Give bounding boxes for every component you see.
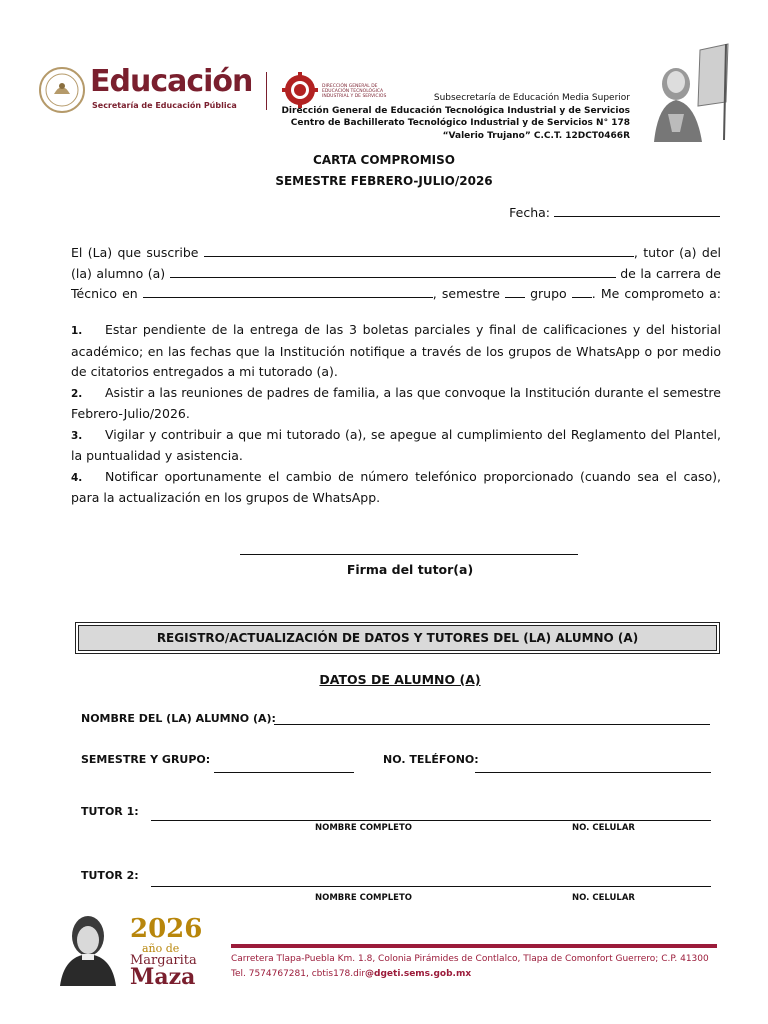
- signature-label: Firma del tutor(a): [346, 562, 474, 577]
- footer-tel: Tel. 7574767281, cbtis178.dir: [231, 969, 366, 979]
- intro-line-2: [71, 264, 721, 285]
- date-label: Fecha:: [509, 205, 551, 220]
- brand-subtitle: Secretaría de Educación Pública: [92, 101, 237, 110]
- semester-group-label: SEMESTRE Y GRUPO:: [81, 753, 211, 766]
- tutor-name-blank[interactable]: [204, 244, 634, 257]
- registro-title: REGISTRO/ACTUALIZACIÓN DE DATOS Y TUTORES DEL (LA) ALUMNO (A): [78, 625, 717, 651]
- intro-text: . Me comprometo a:: [591, 286, 721, 301]
- margarita-maza-portrait: [50, 910, 126, 986]
- intro-text: El (La) que suscribe: [71, 245, 199, 260]
- footer-year: 2026: [130, 914, 203, 944]
- intro-line-1: [71, 243, 721, 264]
- footer-email-domain[interactable]: @dgeti.sems.gob.mx: [365, 969, 472, 979]
- tutor1-phone-caption: NO. CELULAR: [572, 823, 635, 833]
- commitment-number: 2.: [71, 387, 83, 400]
- student-name-input[interactable]: [274, 712, 710, 725]
- footer-address: Carretera Tlapa-Puebla Km. 1.8, Colonia Pirámides de Contlalco, Tlapa de Comonfort Guerrero; C.P. 41300: [231, 954, 709, 964]
- phone-label: NO. TELÉFONO:: [383, 753, 479, 766]
- footer-name-last: Maza: [130, 964, 196, 990]
- header-line-4: “Valerio Trujano” C.C.T. 12DCT0466R: [442, 130, 630, 141]
- footer-contact: [231, 969, 471, 979]
- dgeti-text: DIRECCIÓN GENERAL DE EDUCACIÓN TECNOLÓGICA INDUSTRIAL Y DE SERVICIOS: [322, 84, 387, 99]
- institution-header: [281, 92, 630, 142]
- tutor1-input[interactable]: [151, 808, 711, 821]
- logo-divider: [266, 72, 267, 110]
- tutor2-name-caption: NOMBRE COMPLETO: [315, 893, 412, 903]
- intro-line-3: [71, 284, 721, 305]
- semester-group-input[interactable]: [214, 760, 354, 773]
- tutor1-name-caption: NOMBRE COMPLETO: [315, 823, 412, 833]
- commitment-text: Vigilar y contribuir a que mi tutorado (a), se apegue al cumplimiento del Reglamento del Plantel, la puntualidad y asistencia.: [71, 426, 721, 463]
- commitment-text: Estar pendiente de la entrega de las 3 boletas parciales y final de calificaciones y del historial académico; en las fechas que la Institución notifique a través de los grupos de WhatsApp o por medio de citatorios entregados a mi tutorado (a).: [71, 322, 721, 379]
- commitment-text: Notificar oportunamente el cambio de número telefónico proporcionado (cuando sea el caso), para la actualización en los grupos de WhatsApp.: [71, 468, 721, 505]
- footer-name-first: Margarita: [130, 953, 197, 968]
- footer-bar: [231, 944, 717, 948]
- group-blank[interactable]: [572, 285, 592, 298]
- tutor1-label: TUTOR 1:: [81, 805, 139, 818]
- career-blank[interactable]: [143, 285, 433, 298]
- intro-text: , tutor (a) del: [633, 245, 721, 260]
- intro-text: (la) alumno (a): [71, 265, 166, 281]
- phone-input[interactable]: [475, 760, 711, 773]
- date-field: [509, 204, 720, 220]
- registro-banner: [75, 622, 720, 654]
- intro-text: de la carrera de: [620, 265, 721, 281]
- header-line-1: Subsecretaría de Educación Media Superior: [433, 93, 630, 103]
- semester-blank[interactable]: [505, 285, 525, 298]
- datos-title: DATOS DE ALUMNO (A): [319, 672, 481, 687]
- tutor2-input[interactable]: [151, 874, 711, 887]
- student-name-blank[interactable]: [170, 265, 616, 278]
- tutor2-phone-caption: NO. CELULAR: [572, 893, 635, 903]
- commitment-item: [71, 425, 721, 467]
- commitment-number: 3.: [71, 429, 83, 442]
- letter-title: CARTA COMPROMISO: [313, 153, 455, 167]
- intro-paragraph: [71, 243, 721, 305]
- footer-ano-de: año de: [142, 942, 180, 955]
- commitments-list: [71, 320, 721, 509]
- commitment-number: 4.: [71, 471, 83, 484]
- intro-text: , semestre: [432, 286, 500, 301]
- header-line-3: Centro de Bachillerato Tecnológico Industrial y de Servicios N° 178: [290, 118, 630, 128]
- letter-subtitle: SEMESTRE FEBRERO-JULIO/2026: [275, 174, 493, 188]
- commitment-item: [71, 467, 721, 509]
- commitment-item: [71, 320, 721, 383]
- heroine-flag-illustration: [640, 42, 732, 142]
- intro-text: Técnico en: [71, 286, 138, 301]
- signature-line[interactable]: [240, 554, 578, 555]
- date-blank[interactable]: [554, 204, 720, 217]
- commitment-number: 1.: [71, 325, 83, 337]
- brand-word: Educación: [90, 64, 253, 99]
- intro-text: grupo: [530, 286, 567, 301]
- tutor2-label: TUTOR 2:: [81, 869, 139, 882]
- student-name-label: NOMBRE DEL (LA) ALUMNO (A):: [81, 712, 276, 725]
- commitment-text: Asistir a las reuniones de padres de familia, a las que convoque la Institución durante el semestre Febrero-Julio/2026.: [71, 384, 721, 421]
- national-seal-icon: [38, 66, 86, 114]
- header-line-2: Dirección General de Educación Tecnológica Industrial y de Servicios: [281, 105, 630, 116]
- commitment-item: [71, 383, 721, 425]
